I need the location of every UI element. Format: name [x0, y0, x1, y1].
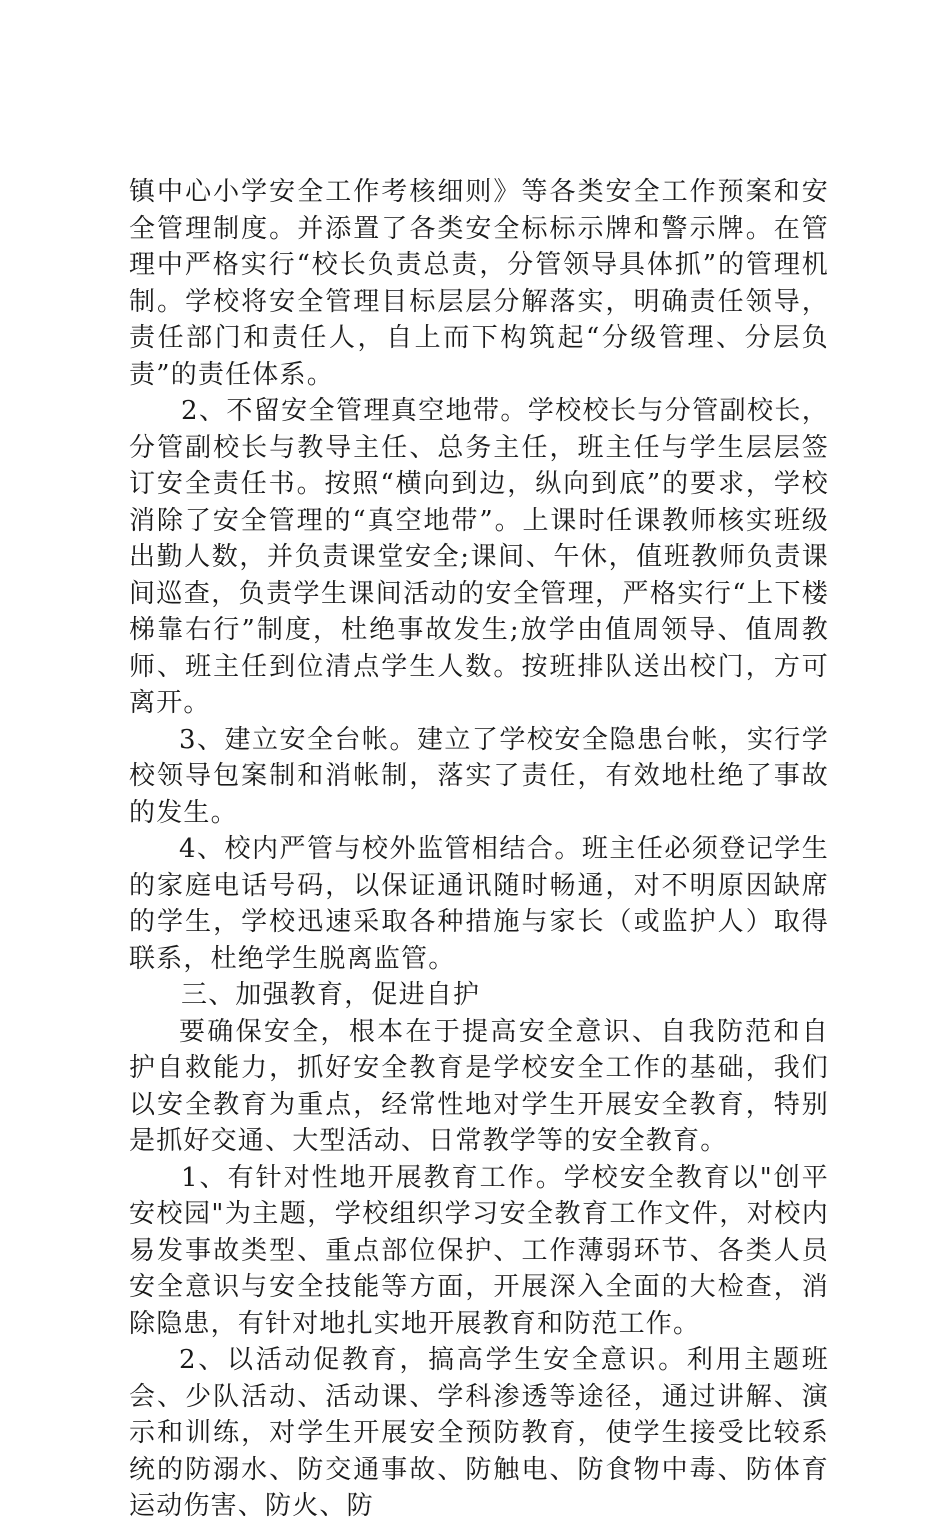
paragraph-item-2-activities: 2、以活动促教育，搞高学生安全意识。利用主题班会、少队活动、活动课、学科渗透等途径，通过讲解、演示和训练，对学生开展安全预防教育，使学生接受比较系统的防溺水、防交通事故、防触电、防食物中毒、防体育运动伤害、防火、防: [129, 1345, 829, 1521]
paragraph-item-3: 3、建立安全台帐。建立了学校安全隐患台帐，实行学校领导包案制和消帐制，落实了责任，有效地杜绝了事故的发生。: [129, 724, 829, 828]
paragraph-item-1: 1、有针对性地开展教育工作。学校安全教育以"创平安校园"为主题，学校组织学习安全教育工作文件，对校内易发事故类型、重点部位保护、工作薄弱环节、各类人员安全意识与安全技能等方面，开展深入全面的大检查，消除隐患，有针对地扎实地开展教育和防范工作。: [129, 1162, 829, 1339]
paragraph-continuation: 镇中心小学安全工作考核细则》等各类安全工作预案和安全管理制度。并添置了各类安全标标示牌和警示牌。在管理中严格实行“校长负责总责，分管领导具体抓”的管理机制。学校将安全管理目标层层分解落实，明确责任领导，责任部门和责任人，自上而下构筑起“分级管理、分层负责”的责任体系。: [129, 177, 829, 390]
document-body: [129, 174, 829, 1525]
paragraph-item-2: 2、不留安全管理真空地带。学校校长与分管副校长，分管副校长与教导主任、总务主任，班主任与学生层层签订安全责任书。按照“横向到边，纵向到底”的要求，学校消除了安全管理的“真空地带”。上课时任课教师核实班级出勤人数，并负责课堂安全;课间、午休，值班教师负责课间巡查，负责学生课间活动的安全管理，严格实行“上下楼梯靠右行”制度，杜绝事故发生;放学由值周领导、值周教师、班主任到位清点学生人数。按班排队送出校门，方可离开。: [129, 396, 829, 718]
section-heading: 三、加强教育，促进自护: [181, 980, 481, 1010]
paragraph-item-4: 4、校内严管与校外监管相结合。班主任必须登记学生的家庭电话号码，以保证通讯随时畅通，对不明原因缺席的学生，学校迅速采取各种措施与家长（或监护人）取得联系，杜绝学生脱离监管。: [129, 834, 829, 974]
paragraph-section-intro: 要确保安全，根本在于提高安全意识、自我防范和自护自救能力，抓好安全教育是学校安全工作的基础，我们以安全教育为重点，经常性地对学生开展安全教育，特别是抓好交通、大型活动、日常教学等的安全教育。: [129, 1016, 829, 1156]
